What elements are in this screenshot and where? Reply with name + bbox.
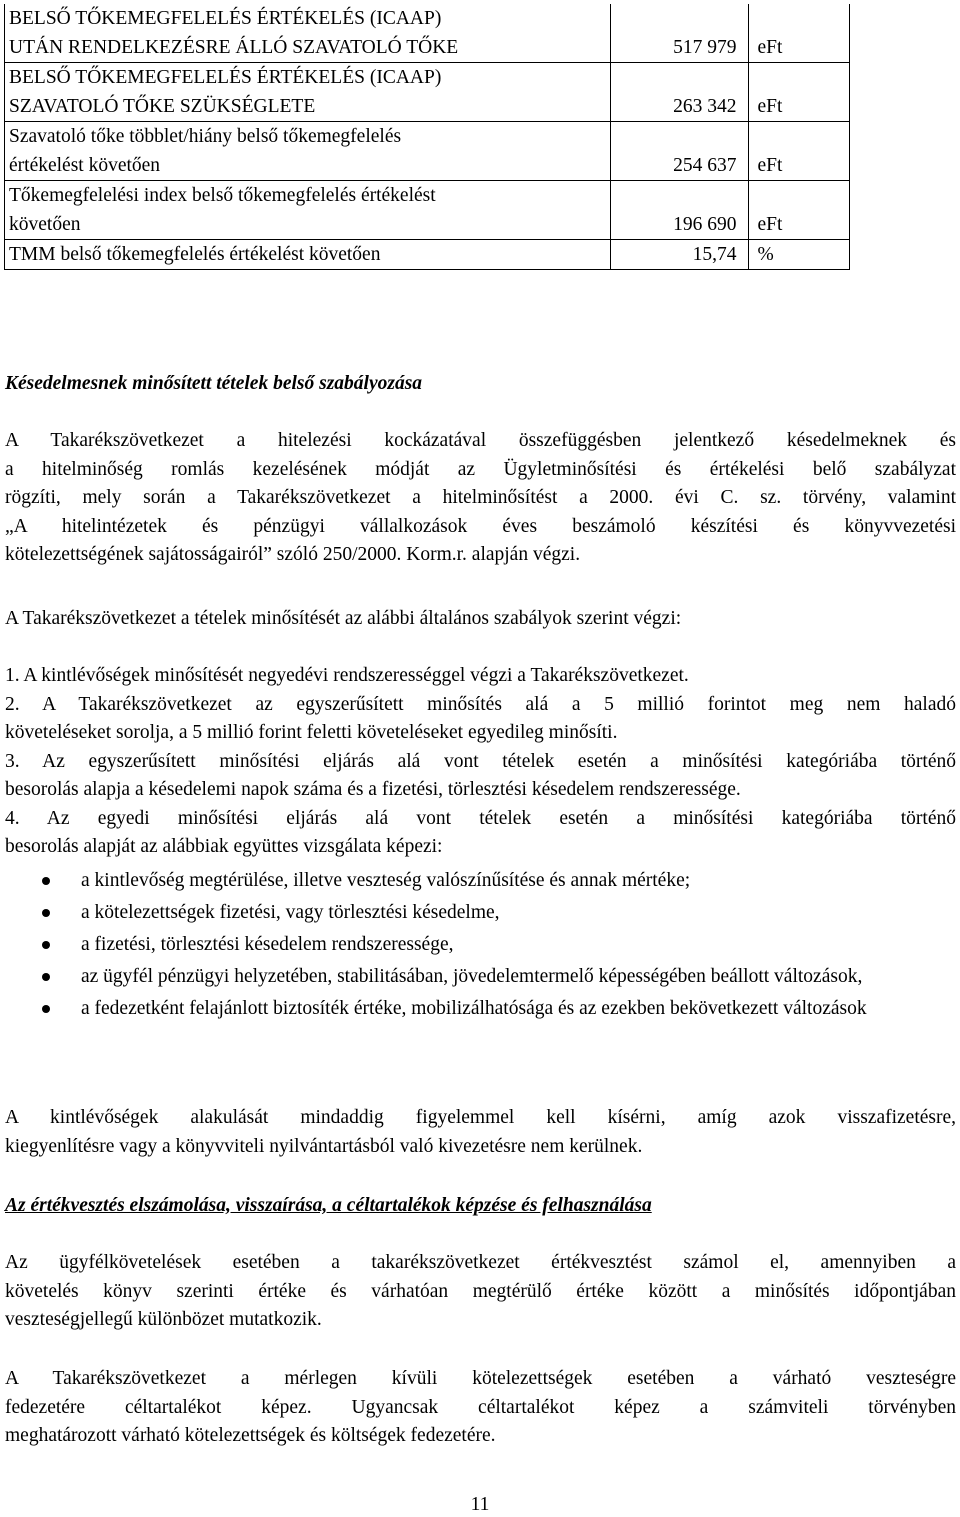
rule-line: 1. A kintlévőségek minősítését negyedévi rendszerességgel végzi a Takarékszövetkezet. (5, 665, 689, 686)
section-heading: Az értékvesztés elszámolása, visszaírása, a céltartalékok képzése és felhasználása (5, 1195, 652, 1216)
table-cell-value: 196 690 (611, 181, 749, 240)
list-item (5, 866, 956, 895)
table-cell-value: 254 637 (611, 122, 749, 181)
text-line: fedezetére céltartalékot képez. Ugyancsak céltartalékot képez a számviteli törvényben (5, 1396, 956, 1418)
table-cell-value: 263 342 (611, 63, 749, 122)
text-line: meghatározott várható kötelezettségek és költségek fedezetére. (5, 1425, 496, 1446)
list-item (5, 898, 956, 927)
list-item (5, 930, 956, 959)
text-line: „A hitelintézetek és pénzügyi vállalkozások éves beszámoló készítési és könyvvezetési (5, 515, 956, 537)
table-cell-label (5, 240, 611, 270)
list-item (5, 962, 956, 991)
text-line: A Takarékszövetkezet a hitelezési kockázatával összefüggésben jelentkező késedelmeknek és (5, 430, 956, 451)
rule-line: 3. Az egyszerűsített minősítési eljárás alá vont tételek esetén a minősítési kategóriába történő (5, 750, 956, 772)
table-cell-label (5, 4, 611, 63)
list-item-text: a fizetési, törlesztési késedelem rendszeressége, (81, 934, 454, 955)
label-line: TMM belső tőkemegfelelés értékelést követően (9, 244, 381, 265)
text-line: veszteségjellegű különbözet mutatkozik. (5, 1309, 322, 1330)
provisions-paragraph (5, 1365, 956, 1451)
bullet-icon (42, 877, 50, 885)
criteria-list (5, 866, 956, 1023)
table-row (5, 63, 850, 122)
text-line: követelés könyv szerinti értéke és várhatóan megtérülő értéke között a minősítés időpontjában (5, 1280, 956, 1302)
impairment-paragraph (5, 1249, 956, 1335)
table-cell-unit: % (749, 240, 850, 270)
table-cell-unit: eFt (749, 63, 850, 122)
icaap-summary-table (4, 4, 850, 270)
bullet-icon (42, 909, 50, 917)
label-line: UTÁN RENDELKEZÉSRE ÁLLÓ SZAVATOLÓ TŐKE (9, 37, 459, 58)
list-item-text: a kintlevőség megtérülése, illetve veszteség valószínűsítése és annak mértéke; (81, 870, 691, 891)
table-row (5, 181, 850, 240)
table-cell-label (5, 63, 611, 122)
label-line: BELSŐ TŐKEMEGFELELÉS ÉRTÉKELÉS (ICAAP) (9, 8, 442, 29)
text-line: kiegyenlítésre vagy a könyvviteli nyilvántartásból való kivezetésre nem kerülnek. (5, 1135, 643, 1157)
rule-line: követeléseket sorolja, a 5 millió forint feletti követeléseket egyedileg minősíti. (5, 722, 618, 743)
table-cell-value: 517 979 (611, 4, 749, 63)
text-line: kötelezettségének sajátosságairól” szóló 250/2000. Korm.r. alapján végzi. (5, 544, 581, 565)
label-line: BELSŐ TŐKEMEGFELELÉS ÉRTÉKELÉS (ICAAP) (9, 67, 442, 88)
list-item (5, 994, 956, 1023)
label-line: értékelést követően (9, 155, 161, 176)
label-line: SZAVATOLÓ TŐKE SZÜKSÉGLETE (9, 96, 316, 117)
label-line: Szavatoló tőke többlet/hiány belső tőkemegfelelés (9, 126, 402, 147)
section-heading: Késedelmesnek minősített tételek belső szabályozása (5, 373, 423, 394)
closing-paragraph (5, 1104, 956, 1161)
text-line: A Takarékszövetkezet a mérlegen kívüli kötelezettségek esetében a várható veszteségre (5, 1368, 956, 1389)
text-line: Az ügyfélkövetelések esetében a takarékszövetkezet értékvesztést számol el, amennyiben a (5, 1252, 956, 1273)
bullet-icon (42, 941, 50, 949)
numbered-rules (5, 662, 956, 862)
label-line: Tőkemegfelelési index belső tőkemegfelelés értékelést (9, 185, 436, 206)
text-line: rögzíti, mely során a Takarékszövetkezet a hitelminősítést a 2000. évi C. sz. törvény, valamint (5, 487, 956, 508)
table-cell-unit: eFt (749, 4, 850, 63)
table-cell-unit: eFt (749, 122, 850, 181)
table-cell-label (5, 122, 611, 181)
list-item-text: a fedezetként felajánlott biztosíték értéke, mobilizálhatósága és az ezekben bekövetkezett változások (81, 998, 867, 1019)
label-line: követően (9, 214, 81, 235)
rule-line: besorolás alapját az alábbiak együttes vizsgálata képezi: (5, 836, 443, 857)
rule-line: besorolás alapja a késedelemi napok száma és a fizetési, törlesztési késedelem rendszeressége. (5, 779, 741, 800)
text-line: a hitelminőség romlás kezelésének módját az Ügyletminősítési és értékelési belő szabályzat (5, 458, 956, 480)
rule-line: 4. Az egyedi minősítési eljárás alá vont tételek esetén a minősítési kategóriába történő (5, 807, 956, 829)
table-cell-value: 15,74 (611, 240, 749, 270)
table-cell-label (5, 181, 611, 240)
table-row (5, 4, 850, 63)
rules-intro: A Takarékszövetkezet a tételek minősítését az alábbi általános szabályok szerint végzi: (5, 608, 682, 629)
intro-paragraph (5, 427, 956, 570)
table-row (5, 122, 850, 181)
text-line: A kintlévőségek alakulását mindaddig figyelemmel kell kísérni, amíg azok visszafizetésre, (5, 1107, 956, 1128)
table-row (5, 240, 850, 270)
list-item-text: az ügyfél pénzügyi helyzetében, stabilitásában, jövedelemtermelő képességében beállott változások, (81, 966, 863, 987)
bullet-icon (42, 1005, 50, 1013)
list-item-text: a kötelezettségek fizetési, vagy törlesztési késedelme, (81, 902, 500, 923)
page-number: 11 (470, 1494, 490, 1515)
bullet-icon (42, 973, 50, 981)
rule-line: 2. A Takarékszövetkezet az egyszerűsített minősítés alá a 5 millió forintot meg nem haladó (5, 693, 956, 715)
table-cell-unit: eFt (749, 181, 850, 240)
